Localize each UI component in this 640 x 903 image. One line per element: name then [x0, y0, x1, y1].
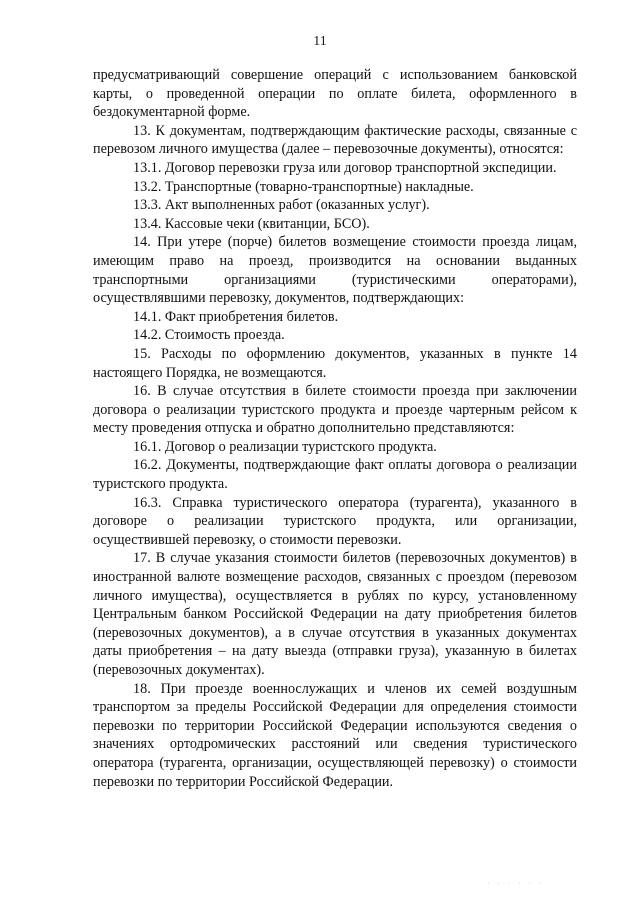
paragraph-continuation: предусматривающий совершение операций с использованием банковской карты, о проведенной операции по оплате билета, оформленного в бездокументарной форме. [93, 67, 577, 121]
scan-artifact: · · · · · · [487, 880, 544, 887]
paragraph-18: 18. При проезде военнослужащих и членов их семей воздушным транспортом за пределы Российской Федерации для определения стоимости перевозки по территории Российской Федерации используются сведения о значениях ортодромических расстояний или сведения туристического оператора (турагента, организации, осуществляющей перевозку) о стоимости перевозки по территории Российской Федерации. [93, 680, 577, 790]
paragraph-13-3: 13.3. Акт выполненных работ (оказанных услуг). [133, 197, 430, 214]
paragraph-14-1: 14.1. Факт приобретения билетов. [133, 308, 339, 325]
paragraph-13-4: 13.4. Кассовые чеки (квитанции, БСО). [133, 215, 370, 232]
paragraph-14: 14. При утере (порче) билетов возмещение стоимости проезда лицам, имеющим право на проезд, производится на основании выданных транспортными организациями (туристическими операторами), осуществлявшими перевозку, документов, подтверждающих: [93, 234, 577, 307]
page-number: 11 [313, 34, 327, 49]
paragraph-16: 16. В случае отсутствия в билете стоимости проезда при заключении договора о реализации туристского продукта и проезде чартерным рейсом к месту проведения отпуска и обратно дополнительно представляются: [93, 383, 577, 437]
document-body [93, 66, 577, 791]
paragraph-13-2: 13.2. Транспортные (товарно-транспортные) накладные. [133, 178, 474, 195]
paragraph-16-2: 16.2. Документы, подтверждающие факт оплаты договора о реализации туристского продукта. [93, 457, 577, 493]
paragraph-17: 17. В случае указания стоимости билетов (перевозочных документов) в иностранной валюте возмещение расходов, связанных с проездом (перевозом личного имущества), осуществляется в рублях по курсу, установленному Центральным банком Российской Федерации на дату приобретения билетов (перевозочных документов), а в случае отсутствия в указанных документах даты приобретения – на дату выезда (отправки груза), указанную в билетах (перевозочных документах). [93, 550, 577, 678]
paragraph-16-3: 16.3. Справка туристического оператора (турагента), указанного в договоре о реализации туристского продукта, или организации, осуществившей перевозку, о стоимости перевозки. [93, 494, 577, 548]
paragraph-13: 13. К документам, подтверждающим фактические расходы, связанные с перевозом личного имущества (далее – перевозочные документы), относятся: [93, 122, 577, 158]
paragraph-14-2: 14.2. Стоимость проезда. [133, 327, 285, 344]
paragraph-13-1: 13.1. Договор перевозки груза или договор транспортной экспедиции. [133, 159, 557, 176]
paragraph-16-1: 16.1. Договор о реализации туристского продукта. [133, 438, 437, 455]
paragraph-15: 15. Расходы по оформлению документов, указанных в пункте 14 настоящего Порядка, не возмещаются. [93, 345, 577, 381]
